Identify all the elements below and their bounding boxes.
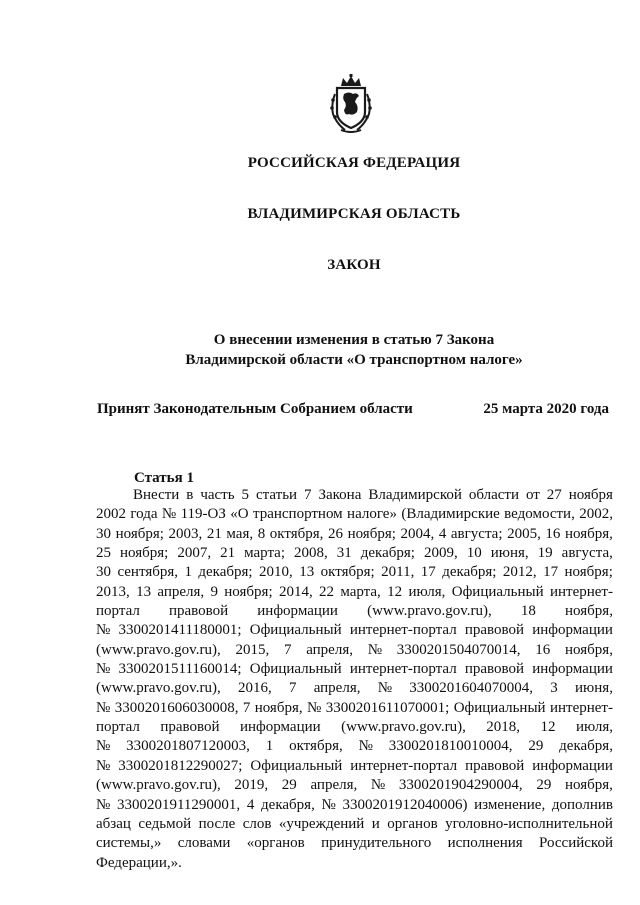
article-word: 1 (184, 564, 192, 581)
article-word: ноября; (115, 525, 164, 542)
article-word: 17 (543, 564, 559, 581)
article-word: № (96, 661, 111, 678)
article-word: декабря; (198, 564, 253, 581)
article-word: портал (96, 719, 140, 736)
article-word: апреля, (310, 777, 358, 794)
article-word: статьи (255, 487, 298, 503)
article-word: марта, (340, 583, 381, 600)
article-word: 2004, (400, 525, 435, 542)
article-word: 2007, (177, 545, 212, 562)
article-word: информации (532, 757, 613, 774)
article-word: 3300201511160014; (118, 661, 242, 678)
article-word: апреля, (306, 641, 353, 658)
article-word: № (307, 699, 322, 716)
article-word: 4 (438, 525, 447, 542)
article-word: 26 (327, 525, 343, 542)
article-word: 3300201606030008, (114, 699, 239, 716)
article-word: информации (239, 719, 321, 736)
article-word: октября, (269, 525, 324, 542)
article-word: налоге» (347, 506, 397, 523)
article-word: сентября, (117, 564, 179, 581)
article-word: транспортном (252, 506, 343, 523)
article-word: декабря, (261, 796, 315, 813)
article-word: слов (242, 815, 272, 832)
article-word: «О (230, 506, 249, 523)
article-line (96, 796, 613, 815)
article-word: 18 (520, 603, 536, 620)
article-line (96, 679, 613, 698)
article-word: марта; (244, 545, 286, 562)
article-word: 13 (136, 583, 152, 600)
article-word: ноября, (565, 603, 613, 620)
article-line (96, 602, 613, 621)
article-word: 2014, (278, 583, 313, 600)
article-word: № (96, 622, 111, 639)
article-word: 2002, (579, 506, 613, 523)
article-word: года (130, 506, 158, 523)
article-word: 27 (546, 487, 562, 503)
article-word: 29 (528, 738, 544, 755)
region-heading: ВЛАДИМИРСКАЯ ОБЛАСТЬ (247, 206, 461, 222)
article-word: 2018, (486, 719, 521, 736)
article-word: 13 (299, 564, 315, 581)
article-word: принудительного (321, 835, 432, 852)
article-word: 16 (535, 641, 551, 658)
article-word: ноября; (564, 564, 613, 581)
article-word: словами (177, 835, 231, 852)
article-word: (www.pravo.gov.ru), (367, 603, 492, 620)
article-word: 7 (242, 699, 251, 716)
document-type-heading: ЗАКОН (327, 257, 381, 273)
article-word: органов (387, 815, 438, 832)
article-line (96, 776, 613, 795)
article-line (96, 641, 613, 660)
article-word: ноября; (224, 583, 273, 600)
article-word: интернет-портал (349, 661, 457, 678)
article-line (96, 544, 613, 563)
article-word: Федерации,». (96, 854, 182, 871)
article-word: апреля, (157, 583, 205, 600)
article-word: портал (96, 603, 140, 620)
article-word: 2013, (96, 583, 130, 600)
article-word: 7 (283, 641, 292, 658)
article-word: 31 (336, 545, 352, 562)
article-word: 3300201611070001; (325, 699, 450, 716)
article-word: ноября (568, 487, 613, 503)
article-line (96, 834, 613, 853)
article-word: декабря, (559, 738, 613, 755)
article-line (96, 583, 613, 602)
article-word: 3300201904290004, (398, 777, 523, 794)
article-word: правовой (160, 719, 220, 736)
article-word: 2019, (234, 777, 269, 794)
article-word: интернет- (549, 583, 613, 600)
article-word: (www.pravo.gov.ru), (96, 680, 221, 697)
article-word: правовой (168, 603, 229, 620)
article-word: (www.pravo.gov.ru), (341, 719, 466, 736)
article-word: 8 (257, 525, 266, 542)
article-word: 9 (210, 583, 218, 600)
article-word: 30 (96, 564, 111, 581)
article-word: 12 (540, 719, 556, 736)
article-word: 22 (319, 583, 334, 600)
article-word: правовой (464, 661, 525, 678)
article-word: 1 (265, 738, 274, 755)
article-word: и (371, 815, 380, 832)
article-word: 21 (206, 525, 222, 542)
article-word: апреля, (313, 680, 361, 697)
law-title-line: О внесении изменения в статью 7 Закона (213, 332, 495, 348)
article-word: 3 (550, 680, 558, 697)
article-word: июня, (575, 680, 613, 697)
article-word: 3300201504070014, (396, 641, 521, 658)
article-line (96, 718, 613, 737)
article-word: ноября, (564, 777, 613, 794)
article-word: в (186, 487, 194, 503)
article-word: октября, (289, 738, 343, 755)
country-heading: РОССИЙСКАЯ ФЕДЕРАЦИЯ (247, 155, 461, 171)
article-line (96, 757, 613, 776)
article-word: декабря; (360, 545, 415, 562)
article-heading: Статья 1 (134, 470, 194, 486)
article-word: «органов (246, 835, 305, 852)
article-line (96, 815, 613, 834)
article-word: от (525, 487, 540, 503)
article-word: ноября, (565, 525, 613, 542)
article-word: 2009, (423, 545, 458, 562)
article-word: 3300201807120003, (126, 738, 250, 755)
coat-of-arms-icon (329, 74, 373, 134)
article-word: Внести (133, 487, 180, 503)
article-word: 3300201912040006) (342, 796, 468, 813)
article-word: мая, (226, 525, 254, 542)
article-word: 2008, (294, 545, 328, 562)
article-word: Официальный (249, 661, 342, 678)
article-word: интернет-портал (349, 622, 457, 639)
article-word: ноября, (254, 699, 303, 716)
article-word: 2003, (168, 525, 203, 542)
article-line (96, 737, 613, 756)
article-word: системы,» (96, 835, 162, 852)
article-word: 3300201411180001; (118, 622, 242, 639)
article-word: августа; (450, 525, 503, 542)
article-word: № (96, 757, 111, 774)
article-word: информации (257, 603, 338, 620)
adoption-date: 25 марта 2020 года (483, 401, 609, 417)
article-word: 7 (288, 680, 297, 697)
article-word: (www.pravo.gov.ru), (96, 641, 221, 658)
article-word: 2002 (96, 506, 126, 523)
article-word: правовой (465, 757, 525, 774)
article-line (96, 854, 613, 873)
article-word: Официальный (249, 622, 342, 639)
article-word: часть (200, 487, 235, 503)
article-word: № (367, 641, 383, 658)
article-word: 119-ОЗ (180, 506, 226, 523)
article-word: № (96, 796, 111, 813)
article-word: 16 (545, 525, 561, 542)
article-word: октября; (320, 564, 375, 581)
article-word: № (370, 777, 386, 794)
article-word: № (96, 738, 111, 755)
article-word: 29 (536, 777, 552, 794)
article-word: ноября; (347, 525, 396, 542)
article-word: информации (532, 622, 613, 639)
article-word: 10 (466, 545, 482, 562)
article-word: 2011, (381, 564, 415, 581)
article-word: Российской (539, 835, 613, 852)
article-word: 3300201812290027; (118, 757, 243, 774)
article-body (96, 486, 613, 873)
article-word: 30 (96, 525, 111, 542)
law-title (34, 330, 640, 370)
article-word: Официальный (451, 583, 544, 600)
article-word: № (377, 680, 393, 697)
article-word: 2012, (502, 564, 537, 581)
article-word: седьмой (138, 815, 192, 832)
article-word: 19 (537, 545, 553, 562)
article-word: № (321, 796, 336, 813)
article-word: дополнив (551, 796, 613, 813)
article-word: июля, (575, 719, 613, 736)
article-line (96, 563, 613, 582)
article-word: 3300201810010004, (388, 738, 513, 755)
article-word: (www.pravo.gov.ru), (96, 777, 221, 794)
article-word: августа, (561, 545, 613, 562)
article-word: 3300201911290001, (116, 796, 241, 813)
article-word: 21 (220, 545, 236, 562)
article-word: ноября; (120, 545, 169, 562)
article-line (96, 621, 613, 640)
article-word: Владимирской (368, 487, 462, 503)
article-word: 4 (246, 796, 255, 813)
article-word: (Владимирские (401, 506, 500, 523)
law-title-line: Владимирской области «О транспортном налоге» (185, 352, 523, 368)
article-word: № (161, 506, 177, 523)
article-word: 12 (387, 583, 403, 600)
article-word: 3300201604070004, (409, 680, 534, 697)
article-word: июня, (490, 545, 529, 562)
article-word: интернет- (549, 699, 613, 716)
article-word: «учреждений (278, 815, 365, 832)
article-word: 2005, (507, 525, 541, 542)
article-word: 5 (241, 487, 250, 503)
article-word: 29 (281, 777, 297, 794)
article-word: Официальный (453, 699, 546, 716)
article-line (96, 525, 613, 544)
article-word: ведомости, (504, 506, 575, 523)
article-word: уголовно-исполнительной (445, 815, 613, 832)
article-word: декабря; (442, 564, 497, 581)
article-word: абзац (96, 815, 131, 832)
adopted-by: Принят Законодательным Собранием области (97, 401, 413, 417)
article-word: информации (532, 661, 613, 678)
article-word: 2016, (237, 680, 272, 697)
article-word: 2010, (259, 564, 293, 581)
article-word: исполнения (447, 835, 523, 852)
article-word: ноября, (565, 641, 613, 658)
article-line (96, 699, 613, 718)
article-word: области (468, 487, 519, 503)
article-word: изменение, (474, 796, 546, 813)
article-word: правовой (464, 622, 525, 639)
article-word: 25 (96, 545, 111, 562)
article-line (96, 505, 613, 524)
article-word: 17 (420, 564, 436, 581)
article-word: интернет-портал (350, 757, 458, 774)
article-word: 7 (304, 487, 312, 503)
article-word: № (358, 738, 373, 755)
article-word: Закона (318, 487, 362, 503)
article-word: 2015, (235, 641, 270, 658)
article-word: № (96, 699, 111, 716)
article-word: после (198, 815, 236, 832)
article-word: июля, (408, 583, 446, 600)
article-line (96, 486, 613, 505)
article-line (96, 660, 613, 679)
article-word: Официальный (250, 757, 343, 774)
